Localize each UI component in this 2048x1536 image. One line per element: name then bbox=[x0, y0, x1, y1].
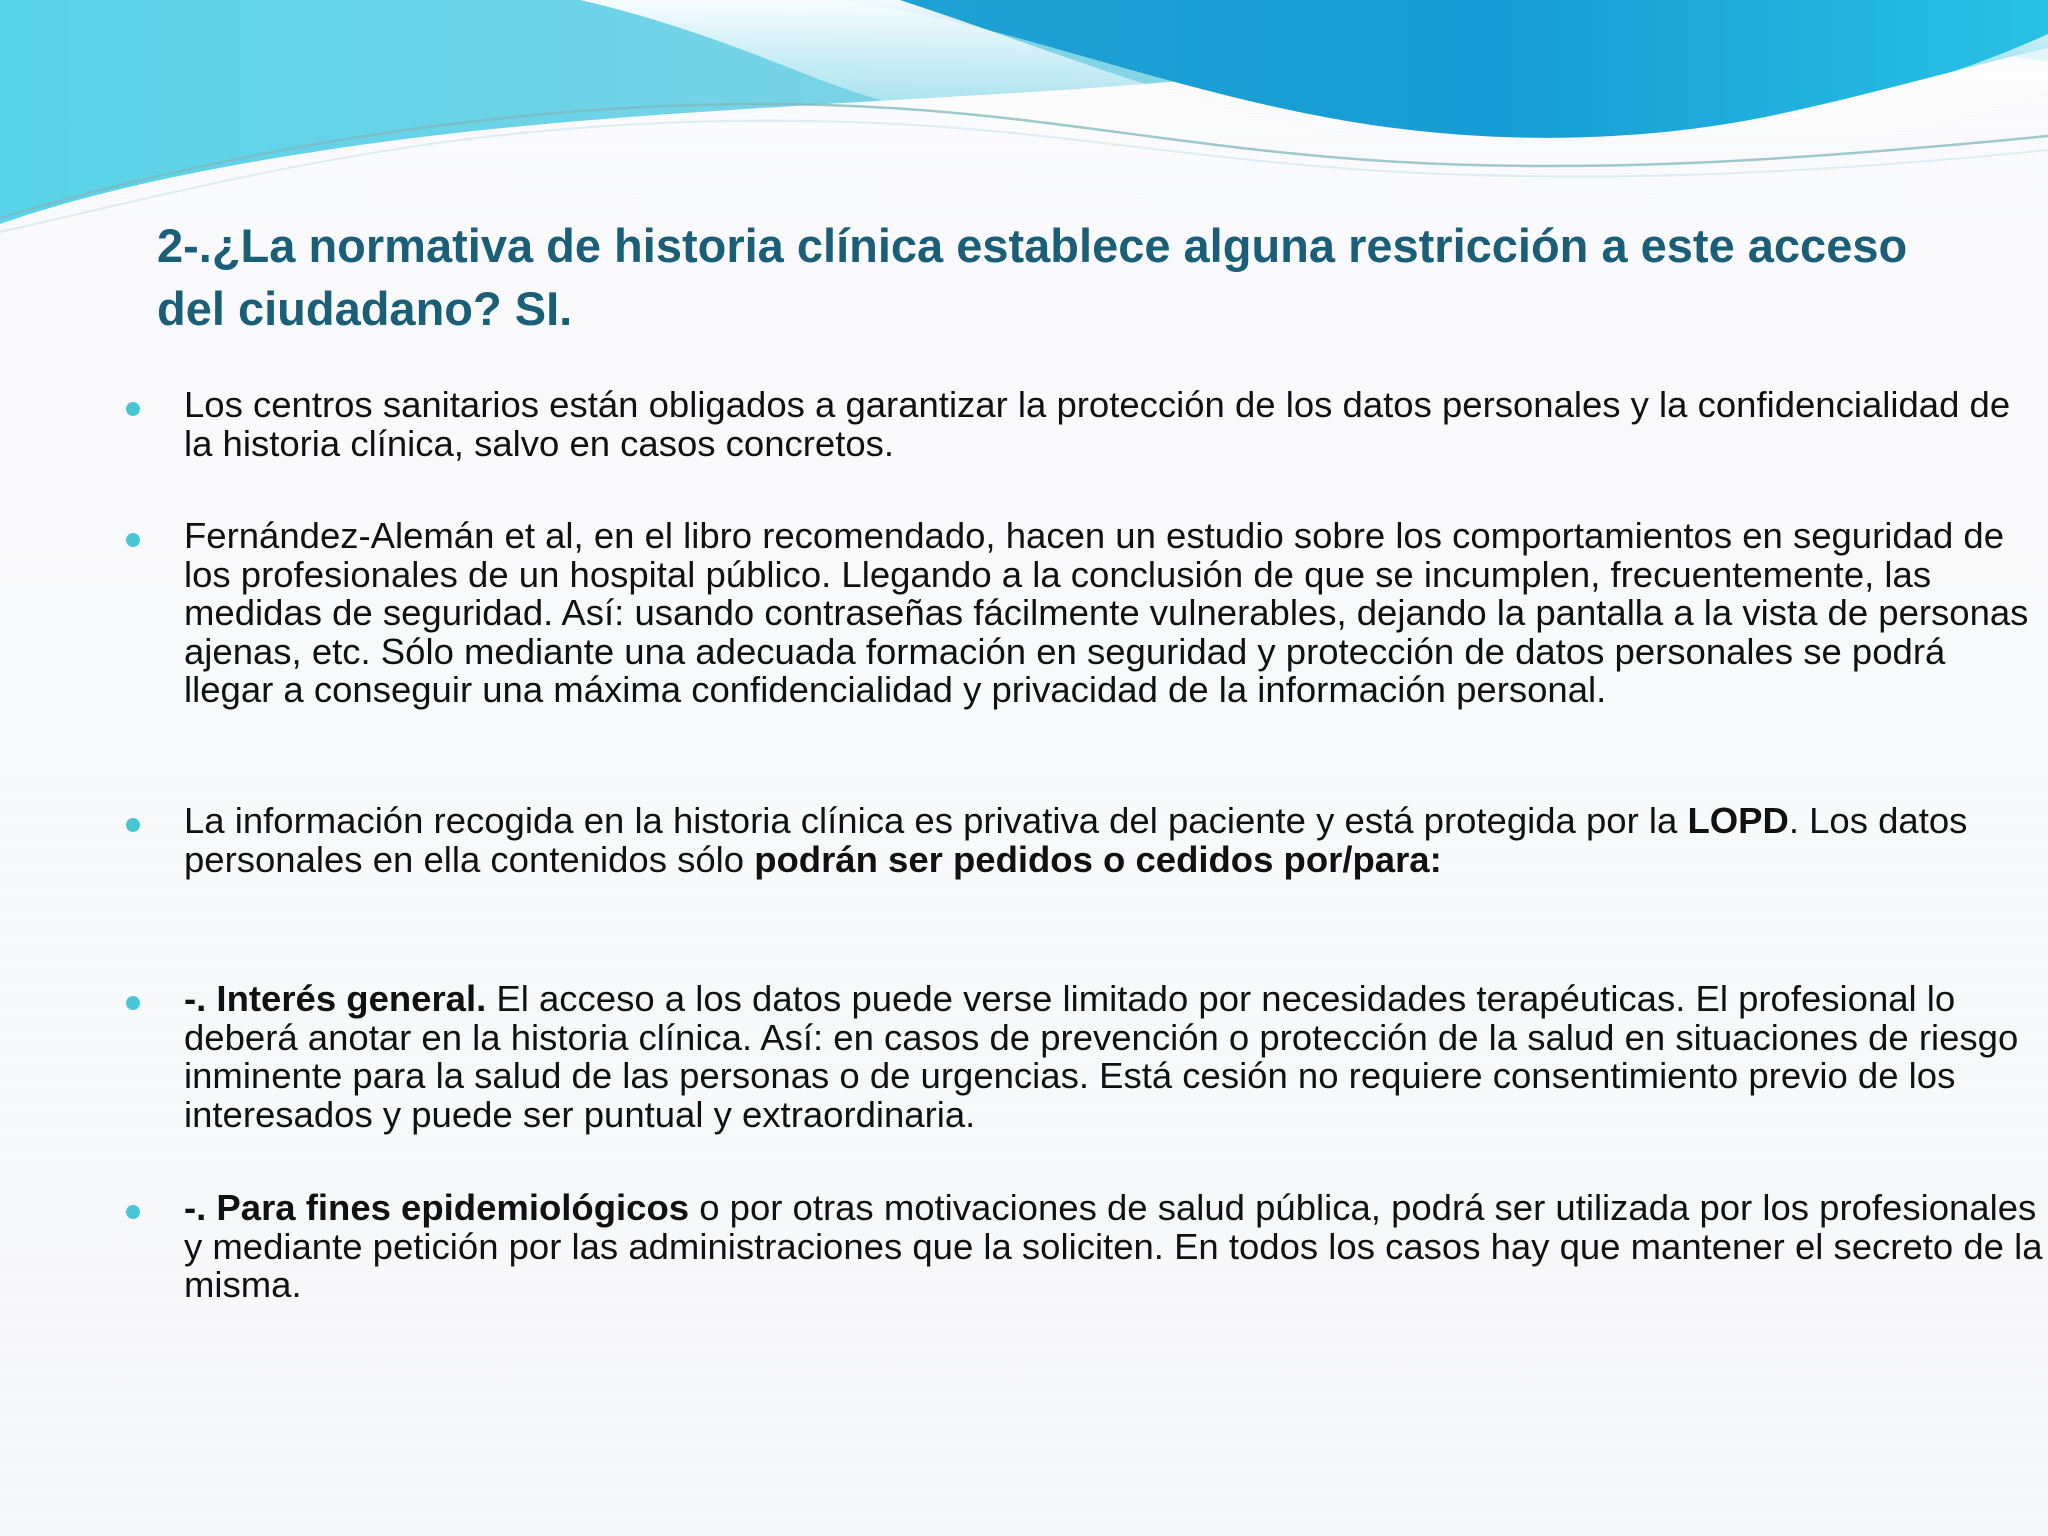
list-item bbox=[126, 384, 2011, 464]
slide-title: 2-.¿La normativa de historia clínica establece alguna restricción a este acceso del ciudadano? SI. bbox=[157, 219, 1908, 335]
list-item bbox=[126, 978, 2019, 1135]
bullet-dot-icon bbox=[126, 533, 140, 547]
bullet-dot-icon bbox=[126, 402, 140, 416]
fines-epidemiologicos-heading: -. Para fines epidemiológicos bbox=[184, 1187, 690, 1228]
bullet-text bbox=[184, 802, 2044, 879]
bullet-text: Fernández-Alemán et al, en el libro recomendado, hacen un estudio sobre los comportamientos en seguridad de los profesionales de un hospital público. Llegando a la conclusión de que se incumplen, frecuentemente, las medidas de seguridad. Así: usando contraseñas fácilmente vulnerables, dejando la pantalla a la vista de personas ajenas, etc. Sólo mediante una adecuada formación en seguridad y protección de datos personales se podrá llegar a conseguir una máxima confidencialidad y privacidad de la información personal. bbox=[184, 515, 2029, 710]
bullet-text-segment: El acceso a los datos puede verse limitado por necesidades terapéuticas. El profesional lo deberá anotar en la historia clínica. Así: en casos de prevención o protección de la salud en situaciones de riesgo inminente para la salud de las personas o de urgencias. Está cesión no requiere consentimiento previo de los interesados y puede ser puntual y extraordinaria. bbox=[184, 978, 2019, 1135]
bullet-text-segment: o por otras motivaciones de salud pública, podrá ser utilizada por los profesionales y mediante petición por las administraciones que la soliciten. En todos los casos hay que mantener el secreto de la misma. bbox=[184, 1187, 2043, 1305]
list-item bbox=[126, 800, 1968, 880]
bullet-dot-icon bbox=[126, 818, 140, 832]
bullet-text-segment: . Los datos personales en ella contenidos sólo bbox=[184, 800, 1968, 880]
bullet-text: Los centros sanitarios están obligados a garantizar la protección de los datos personales y la confidencialidad de la historia clínica, salvo en casos concretos. bbox=[184, 384, 2011, 464]
bullet-text bbox=[184, 1189, 2044, 1305]
list-item bbox=[126, 1187, 2043, 1305]
lopd-emphasis: LOPD bbox=[1687, 800, 1789, 841]
bullet-text-segment: La información recogida en la historia clínica es privativa del paciente y está protegida por la bbox=[184, 800, 1688, 841]
bullet-dot-icon bbox=[126, 996, 140, 1010]
cedidos-emphasis: podrán ser pedidos o cedidos por/para: bbox=[754, 838, 1442, 880]
list-item bbox=[126, 515, 2029, 710]
interes-general-heading: -. Interés general. bbox=[184, 978, 487, 1019]
bullet-text bbox=[184, 980, 2044, 1134]
bullet-dot-icon bbox=[126, 1205, 140, 1219]
